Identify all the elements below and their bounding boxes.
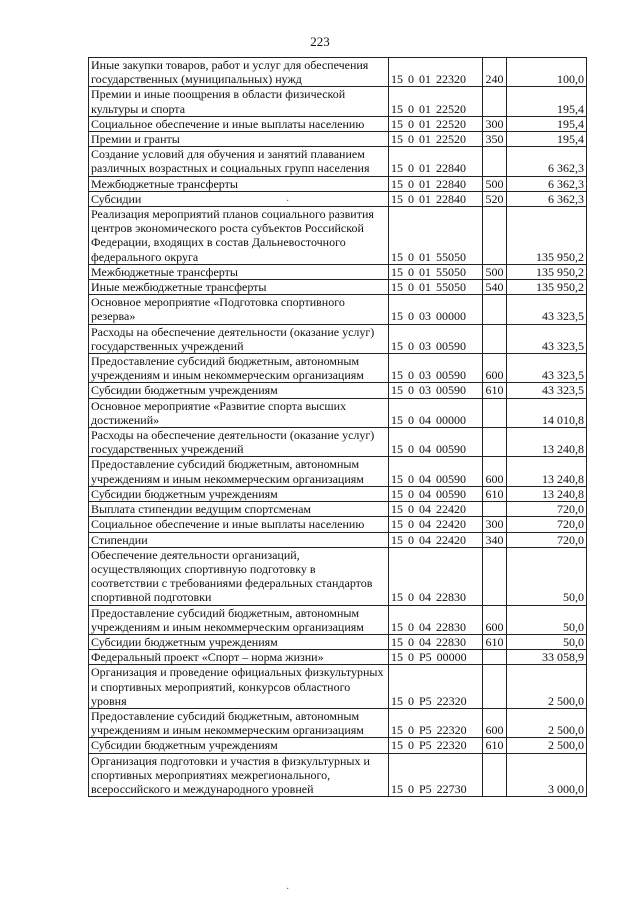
row-vr-cell (483, 398, 507, 427)
row-amount-cell: 720,0 (507, 502, 587, 517)
row-name-cell: Создание условий для обучения и занятий плаванием различных возрастных и социальных групп населения (89, 147, 389, 176)
row-name-cell: Основное мероприятие «Подготовка спортивного резерва» (89, 295, 389, 324)
row-name-cell: Расходы на обеспечение деятельности (оказание услуг) государственных учреждений (89, 324, 389, 353)
row-vr-cell: 610 (483, 486, 507, 501)
row-code-cell: 15 0 01 22520 (389, 116, 483, 131)
row-amount-cell: 13 240,8 (507, 428, 587, 457)
row-code-cell: 15 0 04 00000 (389, 398, 483, 427)
row-vr-cell: 610 (483, 738, 507, 753)
table-row (89, 532, 587, 547)
row-name-cell: Межбюджетные трансферты (89, 176, 389, 191)
row-amount-cell: 195,4 (507, 116, 587, 131)
row-vr-cell: 600 (483, 354, 507, 383)
row-name-cell: Расходы на обеспечение деятельности (оказание услуг) государственных учреждений (89, 428, 389, 457)
row-code-cell: 15 0 01 22520 (389, 87, 483, 116)
row-name-cell: Субсидии бюджетным учреждениям (89, 486, 389, 501)
table-row (89, 280, 587, 295)
row-name-cell: Организация подготовки и участия в физкультурных и спортивных мероприятиях межрегионального, всероссийского и международного уровней (89, 753, 389, 797)
table-row (89, 116, 587, 131)
row-amount-cell: 3 000,0 (507, 753, 587, 797)
row-amount-cell: 14 010,8 (507, 398, 587, 427)
row-vr-cell: 610 (483, 634, 507, 649)
table-row (89, 547, 587, 605)
row-amount-cell: 720,0 (507, 532, 587, 547)
row-name-cell: Межбюджетные трансферты (89, 264, 389, 279)
row-code-cell: 15 0 01 55050 (389, 207, 483, 265)
row-code-cell: 15 0 04 22830 (389, 634, 483, 649)
row-vr-cell (483, 502, 507, 517)
row-name-cell: Организация и проведение официальных физкультурных и спортивных мероприятий, конкурсов областного уровня (89, 665, 389, 709)
row-vr-cell (483, 207, 507, 265)
row-code-cell: 15 0 03 00590 (389, 324, 483, 353)
row-vr-cell: 340 (483, 532, 507, 547)
row-amount-cell: 6 362,3 (507, 147, 587, 176)
table-row (89, 708, 587, 737)
row-code-cell: 15 0 04 22420 (389, 517, 483, 532)
table-row (89, 132, 587, 147)
row-code-cell: 15 0 P5 22320 (389, 738, 483, 753)
row-amount-cell: 43 323,5 (507, 354, 587, 383)
table-row (89, 87, 587, 116)
row-vr-cell: 600 (483, 457, 507, 486)
table-row (89, 605, 587, 634)
row-code-cell: 15 0 04 22830 (389, 547, 483, 605)
row-vr-cell: 520 (483, 191, 507, 206)
row-code-cell: 15 0 P5 00000 (389, 650, 483, 665)
row-amount-cell: 13 240,8 (507, 457, 587, 486)
row-code-cell: 15 0 04 00590 (389, 457, 483, 486)
row-amount-cell: 50,0 (507, 605, 587, 634)
row-name-cell: Предоставление субсидий бюджетным, автономным учреждениям и иным некоммерческим организациям (89, 457, 389, 486)
budget-table (88, 57, 587, 797)
row-name-cell: Выплата стипендии ведущим спортсменам (89, 502, 389, 517)
row-name-cell: Стипендии (89, 532, 389, 547)
row-name-cell: Предоставление субсидий бюджетным, автономным учреждениям и иным некоммерческим организациям (89, 708, 389, 737)
row-vr-cell: 300 (483, 517, 507, 532)
table-row (89, 191, 587, 206)
row-name-cell: Премии и гранты (89, 132, 389, 147)
row-code-cell: 15 0 01 22840 (389, 147, 483, 176)
row-name-cell: Социальное обеспечение и иные выплаты населению (89, 116, 389, 131)
row-amount-cell: 135 950,2 (507, 264, 587, 279)
row-name-cell: Иные закупки товаров, работ и услуг для обеспечения государственных (муниципальных) нужд (89, 58, 389, 87)
row-name-cell: Социальное обеспечение и иные выплаты населению (89, 517, 389, 532)
row-vr-cell: 500 (483, 176, 507, 191)
table-row (89, 502, 587, 517)
row-vr-cell (483, 650, 507, 665)
row-vr-cell (483, 295, 507, 324)
row-vr-cell: 600 (483, 708, 507, 737)
row-vr-cell: 540 (483, 280, 507, 295)
budget-table-body (89, 58, 587, 797)
row-amount-cell: 100,0 (507, 58, 587, 87)
table-row (89, 486, 587, 501)
row-code-cell: 15 0 03 00000 (389, 295, 483, 324)
row-amount-cell: 195,4 (507, 87, 587, 116)
row-code-cell: 15 0 01 22840 (389, 191, 483, 206)
table-row (89, 398, 587, 427)
table-row (89, 665, 587, 709)
table-row (89, 264, 587, 279)
row-name-cell: Обеспечение деятельности организаций, осуществляющих спортивную подготовку в соответствии с требованиями федеральных стандартов спортивной подготовки (89, 547, 389, 605)
row-vr-cell (483, 753, 507, 797)
row-code-cell: 15 0 01 22520 (389, 132, 483, 147)
row-amount-cell: 33 058,9 (507, 650, 587, 665)
row-amount-cell: 195,4 (507, 132, 587, 147)
row-name-cell: Субсидии бюджетным учреждениям (89, 634, 389, 649)
row-name-cell: Премии и иные поощрения в области физической культуры и спорта (89, 87, 389, 116)
table-row (89, 147, 587, 176)
row-vr-cell: 600 (483, 605, 507, 634)
table-row (89, 207, 587, 265)
scan-mark: · (286, 884, 290, 895)
row-vr-cell (483, 665, 507, 709)
row-code-cell: 15 0 04 00590 (389, 486, 483, 501)
table-row (89, 753, 587, 797)
row-name-cell: Реализация мероприятий планов социального развития центров экономического роста субъектов Российской Федерации, входящих в состав Дальневосточного федерального округа (89, 207, 389, 265)
row-code-cell: 15 0 01 22320 (389, 58, 483, 87)
row-amount-cell: 2 500,0 (507, 738, 587, 753)
row-amount-cell: 2 500,0 (507, 708, 587, 737)
row-vr-cell: 240 (483, 58, 507, 87)
row-amount-cell: 43 323,5 (507, 383, 587, 398)
row-amount-cell: 50,0 (507, 547, 587, 605)
row-code-cell: 15 0 03 00590 (389, 354, 483, 383)
table-row (89, 634, 587, 649)
row-vr-cell (483, 547, 507, 605)
row-name-cell: Предоставление субсидий бюджетным, автономным учреждениям и иным некоммерческим организациям (89, 605, 389, 634)
table-row (89, 354, 587, 383)
row-amount-cell: 13 240,8 (507, 486, 587, 501)
row-code-cell: 15 0 01 22840 (389, 176, 483, 191)
row-vr-cell: 300 (483, 116, 507, 131)
table-row (89, 58, 587, 87)
row-name-cell: Основное мероприятие «Развитие спорта высших достижений» (89, 398, 389, 427)
row-amount-cell: 43 323,5 (507, 324, 587, 353)
row-code-cell: 15 0 04 22420 (389, 532, 483, 547)
row-name-cell: Предоставление субсидий бюджетным, автономным учреждениям и иным некоммерческим организациям (89, 354, 389, 383)
row-amount-cell: 135 950,2 (507, 207, 587, 265)
row-vr-cell (483, 324, 507, 353)
row-name-cell: Субсидии бюджетным учреждениям (89, 383, 389, 398)
row-code-cell: 15 0 04 22830 (389, 605, 483, 634)
table-row (89, 650, 587, 665)
row-name-cell: Субсидии бюджетным учреждениям (89, 738, 389, 753)
table-row (89, 295, 587, 324)
row-amount-cell: 43 323,5 (507, 295, 587, 324)
row-amount-cell: 135 950,2 (507, 280, 587, 295)
row-vr-cell (483, 147, 507, 176)
row-name-cell: Субсидии (89, 191, 389, 206)
table-row (89, 517, 587, 532)
row-code-cell: 15 0 04 22420 (389, 502, 483, 517)
row-vr-cell (483, 87, 507, 116)
row-amount-cell: 50,0 (507, 634, 587, 649)
table-row (89, 457, 587, 486)
table-row (89, 738, 587, 753)
row-code-cell: 15 0 01 55050 (389, 264, 483, 279)
row-name-cell: Иные межбюджетные трансферты (89, 280, 389, 295)
row-amount-cell: 720,0 (507, 517, 587, 532)
row-code-cell: 15 0 03 00590 (389, 383, 483, 398)
table-row (89, 428, 587, 457)
row-vr-cell: 500 (483, 264, 507, 279)
row-code-cell: 15 0 P5 22320 (389, 708, 483, 737)
row-vr-cell (483, 428, 507, 457)
page-number: 223 (310, 34, 330, 49)
row-amount-cell: 6 362,3 (507, 176, 587, 191)
table-row (89, 324, 587, 353)
row-amount-cell: 6 362,3 (507, 191, 587, 206)
row-vr-cell: 350 (483, 132, 507, 147)
scan-mark: · (286, 196, 290, 207)
table-row (89, 176, 587, 191)
row-code-cell: 15 0 01 55050 (389, 280, 483, 295)
row-amount-cell: 2 500,0 (507, 665, 587, 709)
row-name-cell: Федеральный проект «Спорт – норма жизни» (89, 650, 389, 665)
table-row (89, 383, 587, 398)
row-code-cell: 15 0 P5 22320 (389, 665, 483, 709)
row-code-cell: 15 0 04 00590 (389, 428, 483, 457)
row-code-cell: 15 0 P5 22730 (389, 753, 483, 797)
row-vr-cell: 610 (483, 383, 507, 398)
